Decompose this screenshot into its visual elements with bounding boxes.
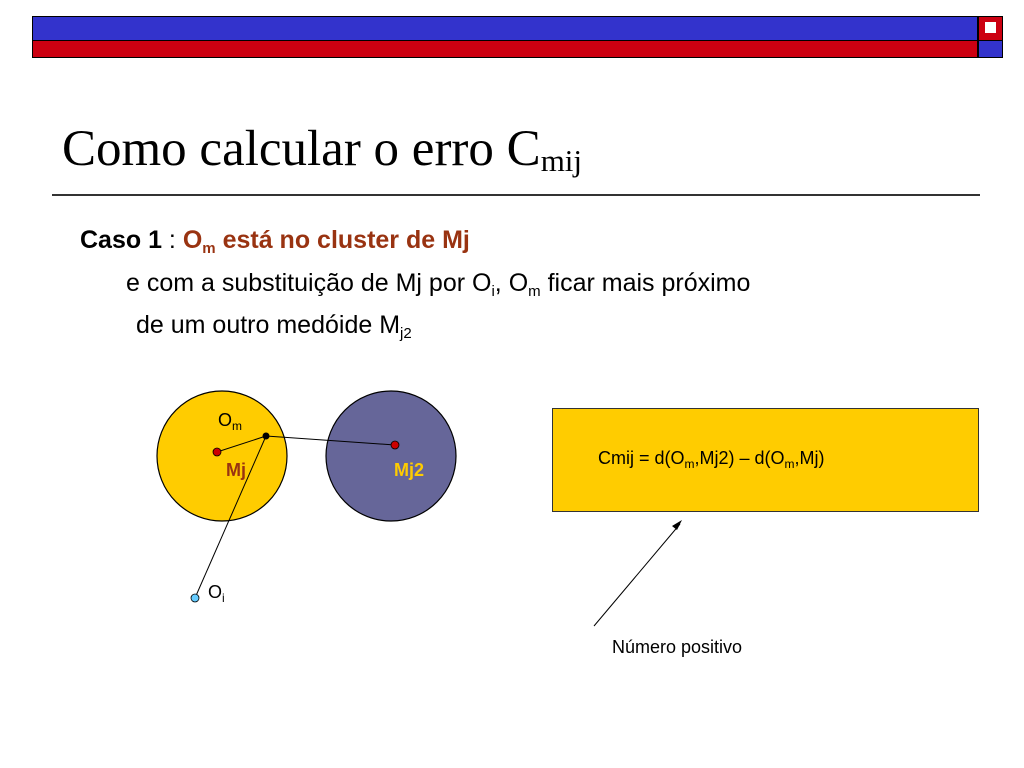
object-oi-dot [191, 594, 199, 602]
label-mj2: Mj2 [394, 460, 425, 480]
line2-part2: , O [494, 269, 529, 297]
object-om-dot [263, 433, 270, 440]
line2-part3: ficar mais próximo [540, 269, 751, 297]
line2-sub1: i [491, 283, 495, 300]
arrow-head [672, 520, 682, 530]
formula-part3: ,Mj) [794, 448, 825, 468]
formula-sub1: m [684, 457, 695, 471]
label-om [218, 410, 242, 433]
case-label: Caso 1 [80, 226, 162, 254]
line3-part1: de um outro medóide M [136, 311, 401, 339]
formula-sub2: m [784, 457, 795, 471]
cluster-mj2-circle [326, 391, 456, 521]
slide-title-sub: mij [540, 143, 583, 178]
label-oi-sub: i [222, 591, 225, 605]
medoid-mj2-dot [391, 441, 399, 449]
case-condition: está no cluster de Mj [215, 226, 470, 254]
slide-title-main: Como calcular o erro C [62, 121, 541, 177]
formula-text [598, 448, 825, 471]
label-oi-base: O [208, 582, 223, 602]
formula-part1: Cmij = d(O [598, 448, 685, 468]
label-om-sub: m [232, 419, 243, 433]
label-om-base: O [218, 410, 233, 430]
case-om-base: O [182, 226, 203, 254]
line3-sub1: j2 [400, 325, 412, 342]
line2-part1: e com a substituição de Mj por O [126, 269, 492, 297]
formula-part2: ,Mj2) – d(O [694, 448, 785, 468]
case-separator: : [161, 226, 183, 254]
line2-sub2: m [528, 283, 541, 300]
arrow-shaft [594, 524, 680, 626]
case-om-sub: m [202, 240, 216, 257]
note-positive: Número positivo [612, 637, 743, 657]
label-oi [208, 582, 225, 605]
label-mj: Mj [226, 460, 246, 480]
medoid-mj-dot [213, 448, 221, 456]
